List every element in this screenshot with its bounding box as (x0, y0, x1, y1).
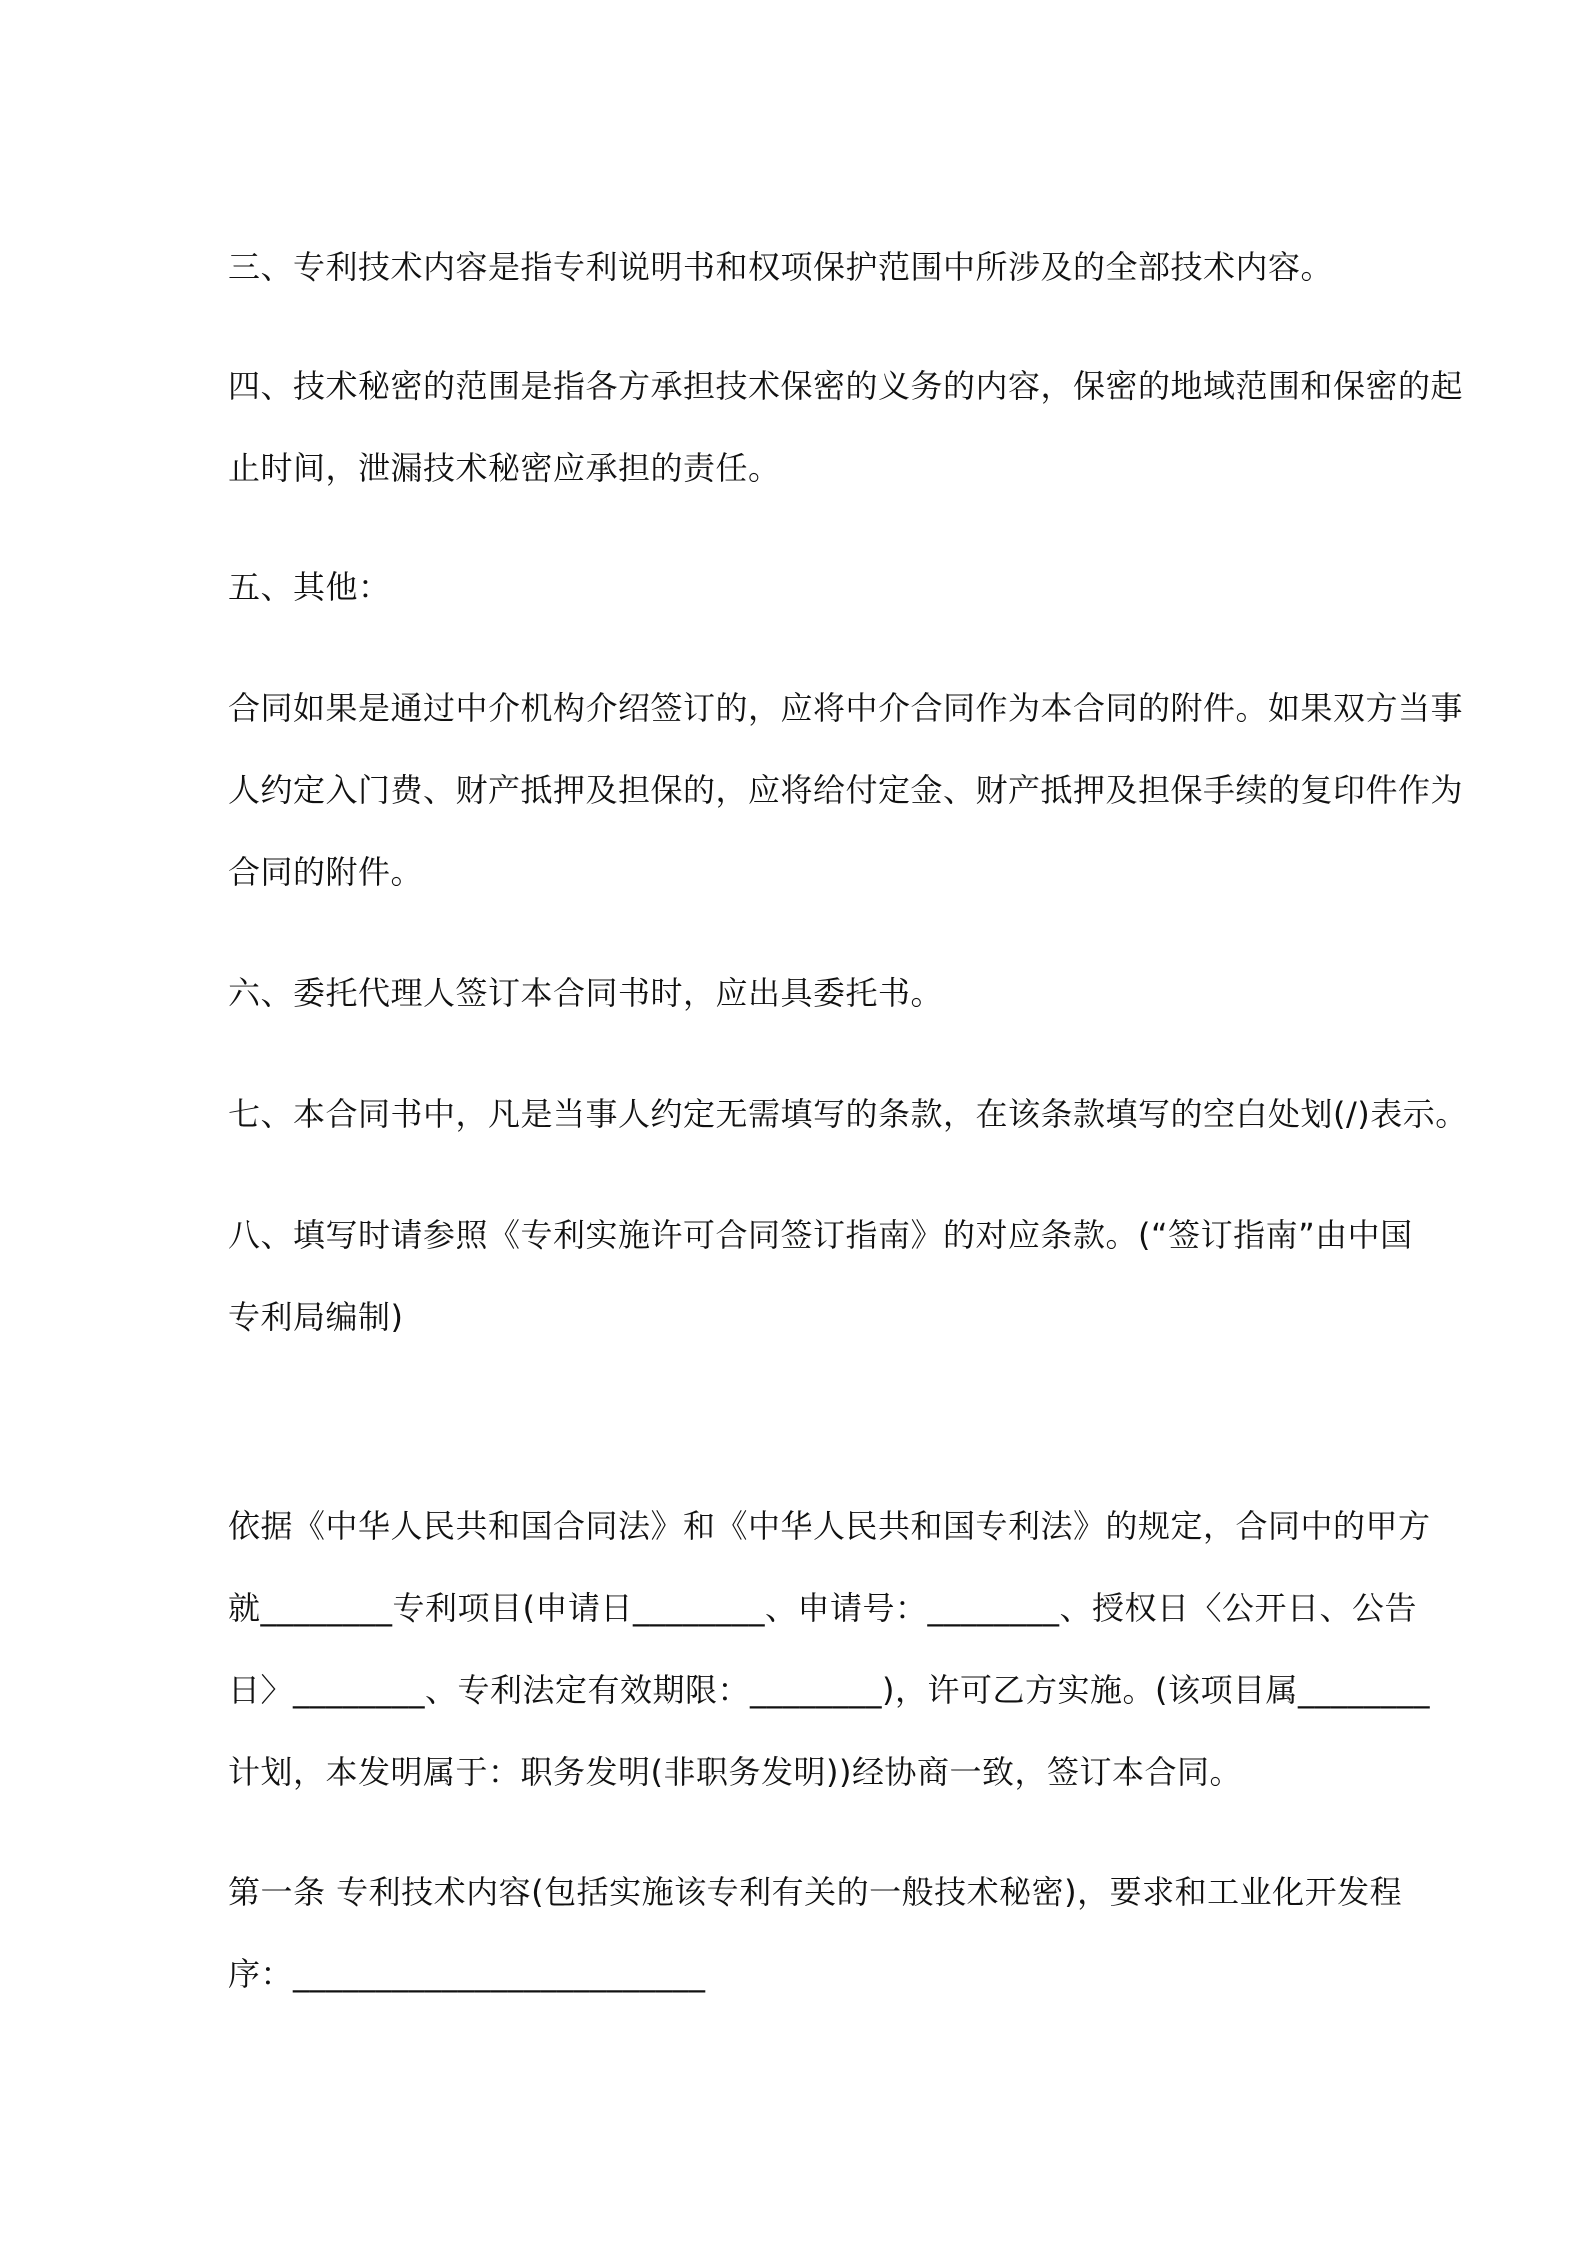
clause-5-title-line: 五、其他： (228, 568, 391, 606)
preamble-line-3: 日〉________、专利法定有效期限：________)，许可乙方实施。(该项目属________ (228, 1671, 1430, 1709)
clause-4-line-1: 四、技术秘密的范围是指各方承担技术保密的义务的内容，保密的地域范围和保密的起 (228, 367, 1464, 405)
clause-5-body-line-3: 合同的附件。 (228, 853, 424, 891)
article-1-line-1: 第一条 专利技术内容(包括实施该专利有关的一般技术秘密)，要求和工业化开发程 (228, 1873, 1403, 1911)
article-1-line-2: 序：_________________________ (228, 1955, 706, 1993)
clause-7 (228, 1073, 1468, 1155)
clause-3-line: 三、专利技术内容是指专利说明书和权项保护范围中所涉及的全部技术内容。 (228, 248, 1334, 286)
clause-3 (228, 226, 1443, 308)
clause-8 (228, 1194, 1443, 1358)
clause-5-title (228, 546, 1443, 628)
clause-5-body-line-1: 合同如果是通过中介机构介绍签订的，应将中介合同作为本合同的附件。如果双方当事 (228, 689, 1464, 727)
clause-6-line: 六、委托代理人签订本合同书时，应出具委托书。 (228, 974, 944, 1012)
clause-4-line-2: 止时间，泄漏技术秘密应承担的责任。 (228, 449, 781, 487)
clause-8-line-1: 八、填写时请参照《专利实施许可合同签订指南》的对应条款。(“签订指南”由中国 (228, 1216, 1413, 1254)
contract-preamble (228, 1485, 1443, 1813)
clause-5-body-line-2: 人约定入门费、财产抵押及担保的，应将给付定金、财产抵押及担保手续的复印件作为 (228, 771, 1464, 809)
clause-7-line: 七、本合同书中，凡是当事人约定无需填写的条款，在该条款填写的空白处划(/)表示。 (228, 1095, 1468, 1133)
clause-6 (228, 952, 1443, 1034)
preamble-line-1: 依据《中华人民共和国合同法》和《中华人民共和国专利法》的规定，合同中的甲方 (228, 1507, 1431, 1545)
preamble-line-2: 就________专利项目(申请日________、申请号：________、授权日〈公开日、公告 (228, 1589, 1417, 1627)
clause-4 (228, 345, 1464, 509)
clause-5-body (228, 667, 1464, 913)
clause-8-line-2: 专利局编制) (228, 1298, 404, 1336)
article-1 (228, 1851, 1443, 2015)
preamble-line-4: 计划，本发明属于：职务发明(非职务发明))经协商一致，签订本合同。 (228, 1753, 1242, 1791)
